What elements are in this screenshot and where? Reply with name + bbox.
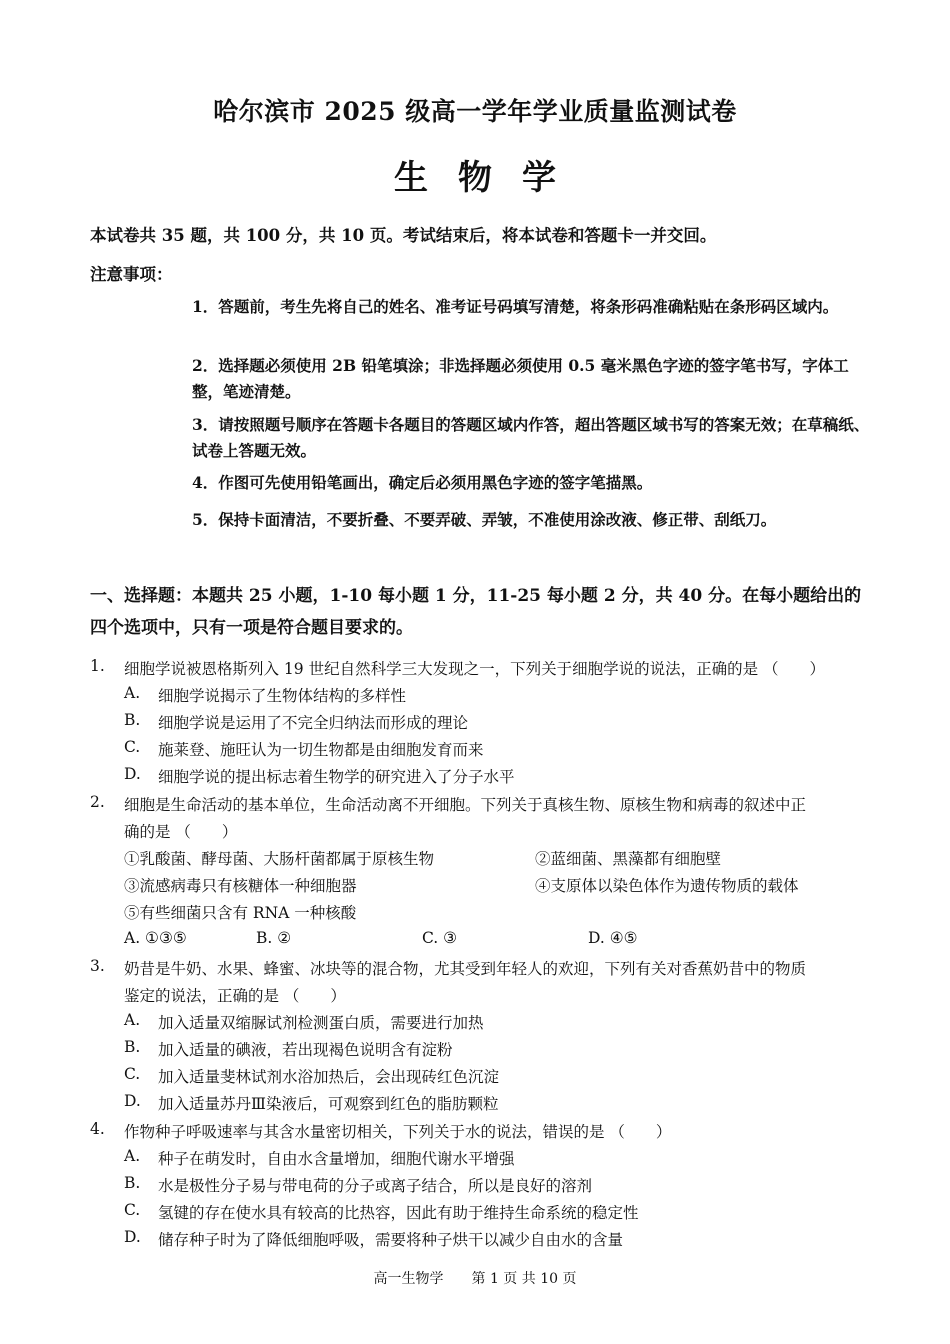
option-text: 施莱登、施旺认为一切生物都是由细胞发育而来 <box>158 741 484 759</box>
notice-item: 3．请按照题号顺序在答题卡各题目的答题区域内作答，超出答题区域书写的答案无效；在草稿纸、试卷上答题无效。 <box>192 415 870 460</box>
option-text: 加入适量双缩脲试剂检测蛋白质，需要进行加热 <box>158 1014 484 1032</box>
question-number: 1. <box>90 657 105 675</box>
option: B. ② <box>256 929 292 947</box>
notice-item: 4．作图可先使用铅笔画出，确定后必须用黑色字迹的签字笔描黑。 <box>192 473 653 492</box>
option-label: A. <box>124 1147 141 1165</box>
question-stem: 奶昔是牛奶、水果、蜂蜜、冰块等的混合物，尤其受到年轻人的欢迎，下列有关对香蕉奶昔中的物质 <box>124 960 807 978</box>
page-footer: 高一生物学 第 1 页 共 10 页 <box>373 1271 577 1287</box>
option-label: D. <box>124 765 141 783</box>
option: C. ③ <box>422 929 458 947</box>
exam-title: 哈尔滨市 2025 级高一学年学业质量监测试卷 <box>213 97 737 126</box>
section-heading: 一、选择题：本题共 25 小题，1-10 每小题 1 分，11-25 每小题 2 分，共 40 分。在每小题给出的四个选项中，只有一项是符合题目要求的。 <box>90 586 862 638</box>
option: D. ④⑤ <box>588 929 638 947</box>
option: A. ①③⑤ <box>124 929 187 947</box>
question-stem: 作物种子呼吸速率与其含水量密切相关，下列关于水的说法，错误的是 （ ） <box>124 1123 672 1141</box>
subject-title: 生物学 <box>394 158 586 198</box>
option-label: B. <box>124 1038 141 1056</box>
statement: ①乳酸菌、酵母菌、大肠杆菌都属于原核生物 <box>124 850 435 868</box>
question-stem: 鉴定的说法，正确的是 （ ） <box>124 987 346 1005</box>
option-text: 储存种子时为了降低细胞呼吸，需要将种子烘干以减少自由水的含量 <box>158 1231 624 1249</box>
option-text: 氢键的存在使水具有较高的比热容，因此有助于维持生命系统的稳定性 <box>158 1204 639 1222</box>
option-label: C. <box>124 738 141 756</box>
question-number: 2. <box>90 793 105 811</box>
option-label: B. <box>124 1174 141 1192</box>
option-text: 种子在萌发时，自由水含量增加，细胞代谢水平增强 <box>158 1150 515 1168</box>
option-label: A. <box>124 1011 141 1029</box>
option-label: D. <box>124 1228 141 1246</box>
statement: ②蓝细菌、黑藻都有细胞壁 <box>535 850 722 868</box>
question-number: 3. <box>90 957 105 975</box>
notice-item: 1．答题前，考生先将自己的姓名、准考证号码填写清楚，将条形码准确粘贴在条形码区域内。 <box>192 297 839 316</box>
notice-title: 注意事项： <box>90 265 173 284</box>
option-label: B. <box>124 711 141 729</box>
option-text: 细胞学说的提出标志着生物学的研究进入了分子水平 <box>158 768 515 786</box>
option-label: C. <box>124 1201 141 1219</box>
option-label: C. <box>124 1065 141 1083</box>
statement: ③流感病毒只有核糖体一种细胞器 <box>124 877 357 895</box>
question-stem: 确的是 （ ） <box>124 823 238 841</box>
option-label: A. <box>124 684 141 702</box>
statement: ④支原体以染色体作为遗传物质的载体 <box>535 877 799 895</box>
option-text: 加入适量的碘液，若出现褐色说明含有淀粉 <box>158 1041 453 1059</box>
statement: ⑤有些细菌只含有 RNA 一种核酸 <box>124 904 357 922</box>
question-stem: 细胞是生命活动的基本单位，生命活动离不开细胞。下列关于真核生物、原核生物和病毒的叙述中正 <box>124 796 807 814</box>
notice-item: 5．保持卡面清洁，不要折叠、不要弄破、弄皱，不准使用涂改液、修正带、刮纸刀。 <box>192 510 777 529</box>
question-number: 4. <box>90 1120 105 1138</box>
option-text: 加入适量苏丹Ⅲ染液后，可观察到红色的脂肪颗粒 <box>158 1095 499 1113</box>
question-stem: 细胞学说被恩格斯列入 19 世纪自然科学三大发现之一，下列关于细胞学说的说法，正确的是 （ ） <box>124 660 826 678</box>
option-text: 水是极性分子易与带电荷的分子或离子结合，所以是良好的溶剂 <box>158 1177 593 1195</box>
option-label: D. <box>124 1092 141 1110</box>
exam-intro: 本试卷共 35 题，共 100 分，共 10 页。考试结束后，将本试卷和答题卡一并交回。 <box>90 226 717 245</box>
option-text: 加入适量斐林试剂水浴加热后，会出现砖红色沉淀 <box>158 1068 500 1086</box>
option-text: 细胞学说是运用了不完全归纳法而形成的理论 <box>158 714 469 732</box>
option-text: 细胞学说揭示了生物体结构的多样性 <box>158 687 407 705</box>
notice-item: 2．选择题必须使用 2B 铅笔填涂；非选择题必须使用 0.5 毫米黑色字迹的签字笔书写，字体工整，笔迹清楚。 <box>192 356 849 401</box>
